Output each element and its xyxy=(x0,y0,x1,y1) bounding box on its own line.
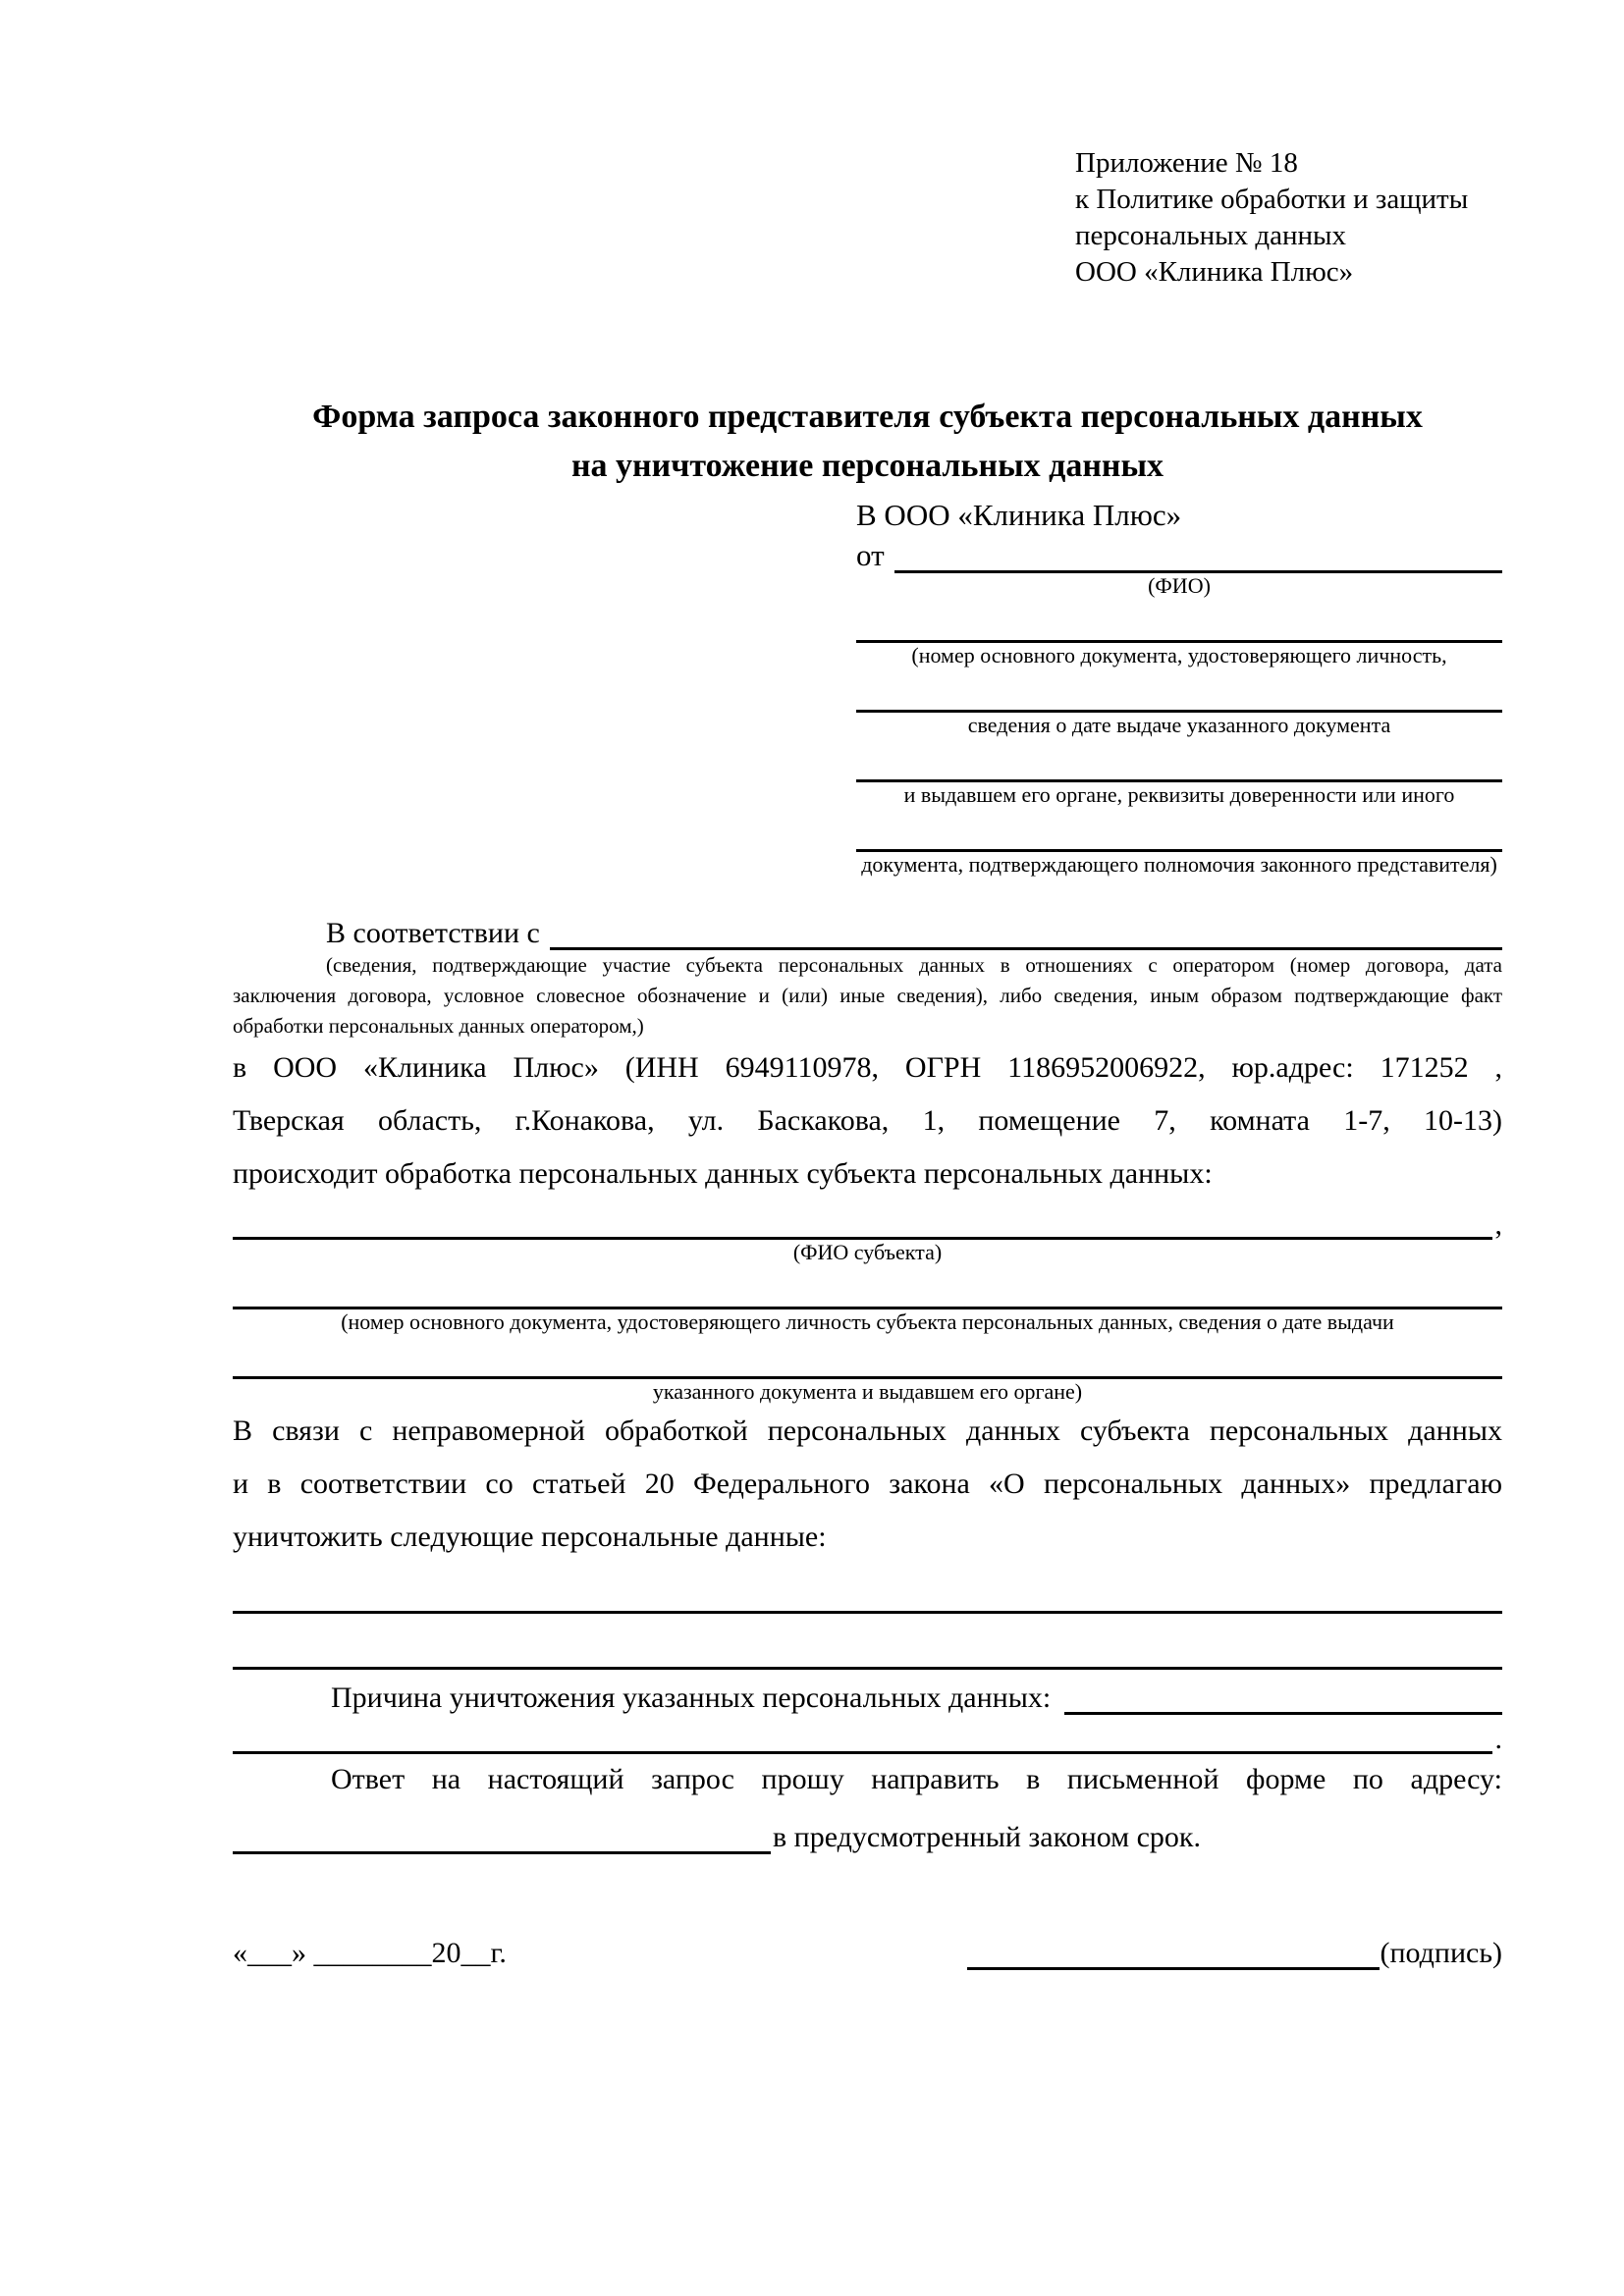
signature-caption: (подпись) xyxy=(1380,1937,1502,1969)
subject-doc-caption-2: указанного документа и выдавшем его органе) xyxy=(652,1379,1083,1404)
form-title-line-2: на уничтожение персональных данных xyxy=(570,448,1164,484)
id-doc-field-3 xyxy=(856,748,1502,808)
subject-fio-row xyxy=(233,1202,1502,1240)
demand-paragraph-line-1: В связи с неправомерной обработкой персональных данных субъекта персональных данных xyxy=(233,1415,1502,1447)
id-doc-field-1 xyxy=(856,609,1502,668)
appendix-block xyxy=(1075,145,1502,291)
subject-doc-caption-1: (номер основного документа, удостоверяющего личность субъекта персональных данных, сведения о дате выдачи xyxy=(341,1309,1394,1334)
data-blank-line-1 xyxy=(233,1581,1502,1614)
id-doc-blank-line-4 xyxy=(856,818,1502,852)
fio-caption: (ФИО) xyxy=(1148,573,1211,598)
demand-paragraph-line-2: и в соответствии со статьей 20 Федерального закона «О персональных данных» предлагаю xyxy=(233,1468,1502,1500)
id-doc-field-2 xyxy=(856,678,1502,738)
form-title xyxy=(233,393,1502,491)
addressee-org-line: В ООО «Клиника Плюс» xyxy=(856,498,1182,532)
demand-paragraph-line-3: уничтожить следующие персональные данные: xyxy=(233,1521,827,1553)
reason-lead: Причина уничтожения указанных персональных данных: xyxy=(331,1682,1052,1714)
reply-address-row xyxy=(233,1805,1502,1854)
reason-blank-line-1 xyxy=(1064,1712,1502,1715)
accordance-row xyxy=(233,907,1502,950)
id-doc-blank-line-3 xyxy=(856,748,1502,782)
signature-blank-line xyxy=(967,1938,1380,1970)
operator-paragraph-line-2: Тверская область, г.Конакова, ул. Баскакова, 1, помещение 7, комната 1-7, 10-13) xyxy=(233,1104,1502,1137)
subject-doc-field-2 xyxy=(233,1345,1502,1405)
operator-paragraph-line-3: происходит обработка персональных данных субъекта персональных данных: xyxy=(233,1157,1213,1190)
subject-doc-field-1 xyxy=(233,1275,1502,1335)
reply-request-line: Ответ на настоящий запрос прошу направить в письменной форме по адресу: xyxy=(331,1763,1502,1795)
subject-doc-blank-line-2 xyxy=(233,1345,1502,1379)
trailing-comma: , xyxy=(1494,1208,1502,1241)
id-doc-blank-line-2 xyxy=(856,678,1502,713)
organization-line: ООО «Клиника Плюс» xyxy=(1075,256,1354,288)
id-doc-blank-line-1 xyxy=(856,609,1502,643)
accordance-note-line-1: (сведения, подтверждающие участие субъекта персональных данных в отношениях с оператором (номер договора, дата xyxy=(326,953,1502,977)
accordance-note-line-3: обработки персональных данных оператором,) xyxy=(233,1014,644,1038)
reply-tail-text: в предусмотренный законом срок. xyxy=(773,1821,1201,1853)
issuing-authority-caption: и выдавшем его органе, реквизиты доверенности или иного xyxy=(903,782,1455,807)
operator-paragraph-line-1: в ООО «Клиника Плюс» (ИНН 6949110978, ОГРН 1186952006922, юр.адрес: 171252 , xyxy=(233,1051,1502,1084)
authority-doc-caption: документа, подтверждающего полномочия законного представителя) xyxy=(861,852,1497,877)
reason-row xyxy=(233,1672,1502,1715)
date-field: «___» ________20__г. xyxy=(233,1937,507,1969)
policy-line-2: персональных данных xyxy=(1075,220,1347,251)
form-title-line-1: Форма запроса законного представителя субъекта персональных данных xyxy=(312,399,1423,435)
data-blank-line-2 xyxy=(233,1637,1502,1670)
accordance-note-line-2: заключения договора, условное словесное обозначение и (или) иные сведения), либо сведения, иным образом подтверждающие факт xyxy=(233,984,1502,1007)
date-signature-row xyxy=(233,1937,1502,1970)
from-field-row xyxy=(856,538,1502,573)
subject-fio-caption: (ФИО субъекта) xyxy=(792,1240,943,1264)
policy-line-1: к Политике обработки и защиты xyxy=(1075,184,1469,215)
reply-address-blank-line xyxy=(233,1851,771,1854)
appendix-number-line: Приложение № 18 xyxy=(1075,147,1298,179)
from-label: от xyxy=(856,538,885,572)
trailing-period: . xyxy=(1494,1723,1502,1755)
addressee-block xyxy=(856,493,1502,878)
doc-number-caption: (номер основного документа, удостоверяющего личность, xyxy=(911,643,1447,667)
id-doc-field-4 xyxy=(856,818,1502,878)
accordance-lead: В соответствии с xyxy=(326,917,540,949)
subject-doc-blank-line-1 xyxy=(233,1275,1502,1309)
reason-continuation-row xyxy=(233,1717,1502,1754)
issue-date-caption: сведения о дате выдаче указанного документа xyxy=(967,713,1391,737)
